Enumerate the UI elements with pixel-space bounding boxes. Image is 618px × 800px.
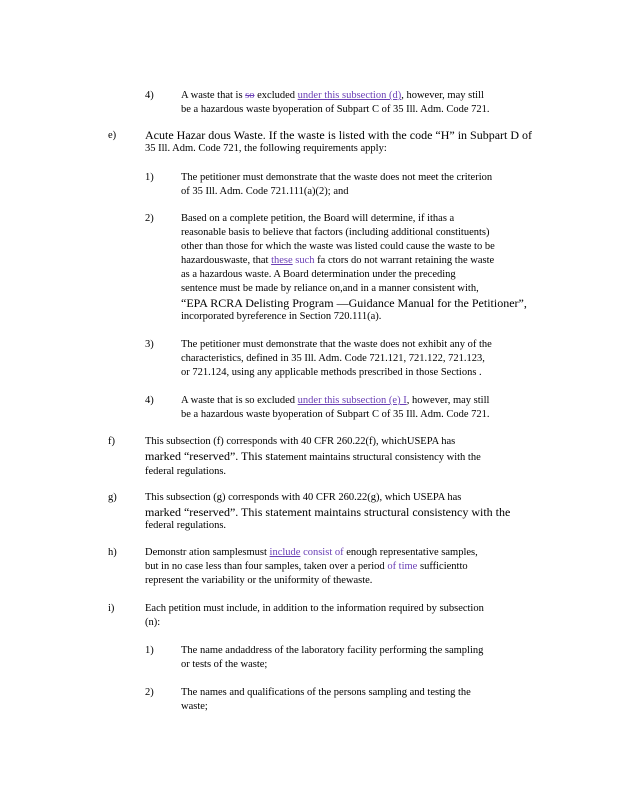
text-line: federal regulations. — [145, 520, 227, 531]
text-line: reasonable basis to believe that factors (including additional constituents) — [181, 227, 490, 238]
item-label: 1) — [145, 172, 154, 183]
text-line: “EPA RCRA Delisting Program —Guidance Manual for the Petitioner”, — [181, 296, 527, 310]
deleted-text: consist of — [303, 547, 344, 558]
text-run: excluded — [254, 90, 298, 101]
text-line: sentence must be made by reliance on,and in a manner consistent with, — [181, 283, 479, 294]
item-label: g) — [108, 492, 117, 503]
text-run: , however, may still — [406, 395, 490, 406]
text-line: characteristics, defined in 35 Ill. Adm. Code 721.121, 721.122, 721.123, — [181, 353, 485, 364]
inserted-text: these — [271, 255, 293, 266]
text-run: atement maintains structural consistency with the — [273, 452, 481, 463]
text-run: hazardouswaste, that — [181, 255, 272, 266]
text-line: The petitioner must demonstrate that the waste does not meet the criterion — [181, 172, 493, 183]
paragraph-f — [145, 435, 555, 479]
inserted-text: under this subsection (e) I — [297, 395, 407, 406]
text-line: represent the variability or the uniformity of thewaste. — [145, 575, 373, 586]
text-line — [145, 546, 555, 560]
text-line: as a hazardous waste. A Board determination under the preceding — [181, 269, 456, 280]
inserted-text: of time — [387, 561, 418, 572]
text-line: marked “reserved”. This statement maintains structural consistency with the — [145, 505, 511, 519]
inserted-text: include — [269, 547, 301, 558]
paragraph-e4 — [181, 394, 551, 422]
item-label: 1) — [145, 645, 154, 656]
text-run: sufficientto — [417, 561, 468, 572]
text-line: or tests of the waste; — [181, 659, 268, 670]
text-line — [181, 394, 551, 408]
text-line — [145, 449, 555, 465]
text-line — [181, 89, 551, 103]
text-run: Demonstr ation samplesmust — [145, 547, 270, 558]
paragraph-e2 — [181, 212, 561, 324]
text-line: be a hazardous waste byoperation of Subpart C of 35 Ill. Adm. Code 721. — [181, 104, 490, 115]
text-line: incorporated byreference in Section 720.111(a). — [181, 311, 382, 322]
paragraph-h — [145, 546, 555, 588]
paragraph-e — [145, 128, 555, 156]
item-label: 3) — [145, 339, 154, 350]
text-line: (n): — [145, 617, 161, 628]
text-line: This subsection (g) corresponds with 40 CFR 260.22(g), which USEPA has — [145, 492, 462, 503]
text-line: waste; — [181, 701, 208, 712]
text-line: Based on a complete petition, the Board will determine, if ithas a — [181, 213, 455, 224]
text-run: A waste that is so excluded — [181, 395, 298, 406]
item-label: 2) — [145, 687, 154, 698]
text-line: The petitioner must demonstrate that the waste does not exhibit any of the — [181, 339, 492, 350]
paragraph-i2 — [181, 686, 551, 714]
text-line: The name andaddress of the laboratory facility performing the sampling — [181, 645, 484, 656]
item-label: e) — [108, 130, 117, 141]
item-label: i) — [108, 603, 115, 614]
text-run: marked “reserved”. This st — [145, 449, 274, 463]
text-line: Acute Hazar dous Waste. If the waste is listed with the code “H” in Subpart D of — [145, 128, 533, 142]
deleted-text: so — [245, 90, 255, 101]
text-line: 35 Ill. Adm. Code 721, the following requirements apply: — [145, 143, 387, 154]
paragraph-g — [145, 491, 555, 533]
text-run: A waste that is — [181, 90, 246, 101]
text-line: other than those for which the waste was listed could cause the waste to be — [181, 241, 495, 252]
text-line — [145, 560, 555, 574]
text-line: federal regulations. — [145, 466, 227, 477]
text-run: fa ctors do not warrant retaining the waste — [314, 255, 495, 266]
paragraph-i — [145, 602, 555, 630]
text-line: The names and qualifications of the persons sampling and testing the — [181, 687, 471, 698]
text-line: or 721.124, using any applicable methods prescribed in those Sections . — [181, 367, 482, 378]
text-run: enough representative samples, — [343, 547, 478, 558]
item-label: h) — [108, 547, 117, 558]
text-run: , however, may still — [401, 90, 484, 101]
paragraph-e3 — [181, 338, 551, 380]
item-label: 4) — [145, 90, 154, 101]
text-line: This subsection (f) corresponds with 40 CFR 260.22(f), whichUSEPA has — [145, 436, 456, 447]
text-line: Each petition must include, in addition to the information required by subsection — [145, 603, 484, 614]
item-label: 2) — [145, 213, 154, 224]
text-line: of 35 Ill. Adm. Code 721.111(a)(2); and — [181, 186, 349, 197]
text-run: but in no case less than four samples, taken over a period — [145, 561, 388, 572]
item-label: 4) — [145, 395, 154, 406]
paragraph-e1 — [181, 171, 551, 199]
paragraph-i1 — [181, 644, 551, 672]
text-line — [181, 254, 561, 268]
text-line: be a hazardous waste byoperation of Subpart C of 35 Ill. Adm. Code 721. — [181, 409, 490, 420]
item-label: f) — [108, 436, 115, 447]
inserted-text: under this subsection (d) — [297, 90, 402, 101]
paragraph-d4 — [181, 89, 551, 117]
deleted-text: such — [295, 255, 315, 266]
